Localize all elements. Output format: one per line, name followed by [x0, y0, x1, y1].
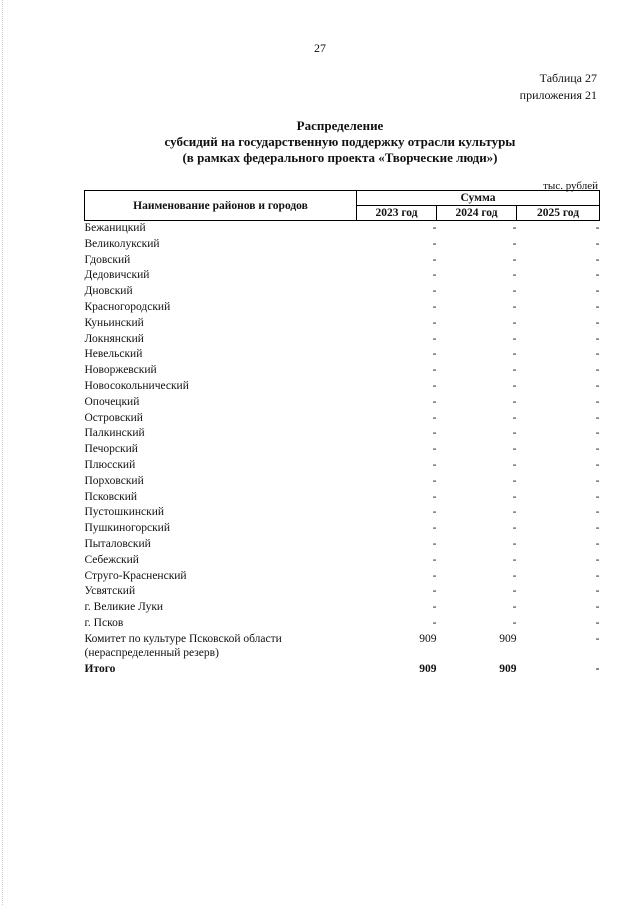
value-2023: -	[432, 443, 437, 456]
row-name: Пыталовский	[84, 537, 151, 550]
row-name: Струго-Красненский	[84, 569, 187, 582]
row-name: Гдовский	[84, 253, 131, 266]
row-name: Итого	[84, 662, 116, 675]
value-2024: -	[512, 616, 517, 629]
value-2024: -	[512, 585, 517, 598]
value-2024: -	[512, 474, 517, 487]
value-2025: -	[595, 411, 600, 424]
value-2024: -	[512, 411, 517, 424]
table-row	[85, 300, 600, 316]
table-row	[85, 616, 600, 632]
value-2025: -	[595, 427, 600, 440]
value-2024: -	[512, 537, 517, 550]
value-2023: -	[432, 553, 437, 566]
value-2023: 909	[419, 662, 437, 675]
row-name: Комитет по культуре Псковской области (нераспределенный резерв)	[84, 632, 282, 659]
row-name: г. Псков	[84, 616, 124, 629]
value-2025: -	[595, 569, 600, 582]
value-2023: -	[432, 379, 437, 392]
table-row	[85, 268, 600, 284]
row-name: Великолукский	[84, 237, 160, 250]
table-row	[85, 316, 600, 332]
value-2023: -	[432, 537, 437, 550]
table-row	[85, 553, 600, 569]
value-2024: -	[512, 569, 517, 582]
value-2024: -	[512, 253, 517, 266]
value-2023: -	[432, 585, 437, 598]
table-row	[85, 363, 600, 379]
table-row	[85, 253, 600, 269]
value-2025: -	[595, 458, 600, 471]
value-2025: -	[595, 553, 600, 566]
value-2025: -	[595, 269, 600, 282]
value-2024: -	[512, 364, 517, 377]
value-2023: -	[432, 348, 437, 361]
value-2024: -	[512, 269, 517, 282]
row-name: Палкинский	[84, 427, 145, 440]
table-row	[85, 237, 600, 253]
table-row	[85, 284, 600, 300]
value-2023: 909	[419, 632, 437, 645]
value-2023: -	[432, 490, 437, 503]
value-2024: -	[512, 490, 517, 503]
row-name: Невельский	[84, 348, 143, 361]
table-body	[85, 221, 600, 678]
row-name: Бежаницкий	[84, 222, 146, 234]
row-name: Пустошкинский	[84, 506, 165, 519]
row-name: Локнянский	[84, 332, 144, 345]
header-sum: Сумма	[357, 191, 600, 206]
scan-edge	[2, 0, 4, 905]
row-name: Куньинский	[84, 316, 144, 329]
value-2024: -	[512, 316, 517, 329]
value-2024: -	[512, 285, 517, 298]
title-line-1: Распределение	[296, 118, 384, 133]
value-2024: 909	[499, 632, 517, 645]
row-name: Красногородский	[84, 300, 171, 313]
value-2023: -	[432, 316, 437, 329]
row-name: Усвятский	[84, 585, 136, 598]
header-name: Наименование районов и городов	[85, 191, 357, 221]
row-name: Себежский	[84, 553, 139, 566]
table-row	[85, 379, 600, 395]
value-2023: -	[432, 458, 437, 471]
value-2025: -	[595, 364, 600, 377]
page-number: 27	[314, 41, 326, 55]
table-row	[85, 632, 600, 662]
value-2025: -	[595, 316, 600, 329]
appendix-number: приложения 21	[519, 88, 597, 102]
value-2025: -	[595, 601, 600, 614]
header-year-2025: 2025 год	[517, 206, 600, 221]
row-name: Островский	[84, 411, 143, 424]
value-2024: -	[512, 222, 517, 234]
value-2023: -	[432, 427, 437, 440]
value-2023: -	[432, 522, 437, 535]
value-2025: -	[595, 662, 600, 675]
value-2024: -	[512, 379, 517, 392]
title-line-2: субсидий на государственную поддержку отрасли культуры	[164, 134, 516, 149]
value-2023: -	[432, 411, 437, 424]
table-row	[85, 442, 600, 458]
row-name: Псковский	[84, 490, 138, 503]
table-row	[85, 490, 600, 506]
value-2025: -	[595, 285, 600, 298]
value-2025: -	[595, 632, 600, 645]
header-year-2024: 2024 год	[437, 206, 517, 221]
table-reference	[520, 70, 597, 104]
value-2023: -	[432, 253, 437, 266]
value-2023: -	[432, 601, 437, 614]
table-row	[85, 411, 600, 427]
value-2024: -	[512, 458, 517, 471]
unit-label: тыс. рублей	[543, 180, 598, 192]
value-2025: -	[595, 522, 600, 535]
table-row	[85, 521, 600, 537]
value-2023: -	[432, 395, 437, 408]
value-2024: -	[512, 237, 517, 250]
value-2025: -	[595, 253, 600, 266]
table-row	[85, 395, 600, 411]
row-name: Пушкиногорский	[84, 522, 170, 535]
value-2025: -	[595, 348, 600, 361]
value-2025: -	[595, 585, 600, 598]
value-2023: -	[432, 269, 437, 282]
total-row	[85, 662, 600, 678]
row-name: Дедовичский	[84, 269, 150, 282]
value-2024: -	[512, 522, 517, 535]
row-name: Печорский	[84, 443, 138, 456]
row-name: Дновский	[84, 285, 133, 298]
row-name: Новоржевский	[84, 364, 157, 377]
value-2024: -	[512, 601, 517, 614]
table-number: Таблица 27	[539, 71, 597, 85]
value-2025: -	[595, 490, 600, 503]
value-2024: -	[512, 506, 517, 519]
value-2023: -	[432, 569, 437, 582]
value-2025: -	[595, 300, 600, 313]
value-2025: -	[595, 616, 600, 629]
value-2023: -	[432, 237, 437, 250]
table-row	[85, 569, 600, 585]
row-name: Опочецкий	[84, 395, 140, 408]
table-row	[85, 505, 600, 521]
value-2024: -	[512, 427, 517, 440]
row-name: г. Великие Луки	[84, 601, 164, 614]
table-row	[85, 458, 600, 474]
value-2023: -	[432, 222, 437, 234]
value-2025: -	[595, 332, 600, 345]
value-2024: 909	[499, 662, 517, 675]
table-row	[85, 332, 600, 348]
value-2023: -	[432, 364, 437, 377]
value-2023: -	[432, 474, 437, 487]
table-row	[85, 221, 600, 237]
value-2024: -	[512, 332, 517, 345]
table-row	[85, 474, 600, 490]
value-2025: -	[595, 537, 600, 550]
value-2025: -	[595, 395, 600, 408]
value-2023: -	[432, 300, 437, 313]
value-2023: -	[432, 332, 437, 345]
document-title	[80, 118, 600, 166]
table-row	[85, 426, 600, 442]
value-2025: -	[595, 443, 600, 456]
subsidy-table	[84, 190, 600, 678]
table-row	[85, 584, 600, 600]
title-line-3: (в рамках федерального проекта «Творческие люди»)	[182, 150, 498, 165]
row-name: Новосокольнический	[84, 379, 189, 392]
value-2024: -	[512, 348, 517, 361]
row-name: Плюсский	[84, 458, 136, 471]
table-row	[85, 537, 600, 553]
value-2025: -	[595, 379, 600, 392]
value-2024: -	[512, 443, 517, 456]
value-2023: -	[432, 506, 437, 519]
value-2025: -	[595, 222, 600, 234]
value-2025: -	[595, 474, 600, 487]
table-row	[85, 600, 600, 616]
value-2024: -	[512, 553, 517, 566]
value-2025: -	[595, 506, 600, 519]
value-2023: -	[432, 285, 437, 298]
header-year-2023: 2023 год	[357, 206, 437, 221]
value-2024: -	[512, 395, 517, 408]
value-2025: -	[595, 237, 600, 250]
table-row	[85, 347, 600, 363]
value-2024: -	[512, 300, 517, 313]
row-name: Порховский	[84, 474, 144, 487]
value-2023: -	[432, 616, 437, 629]
